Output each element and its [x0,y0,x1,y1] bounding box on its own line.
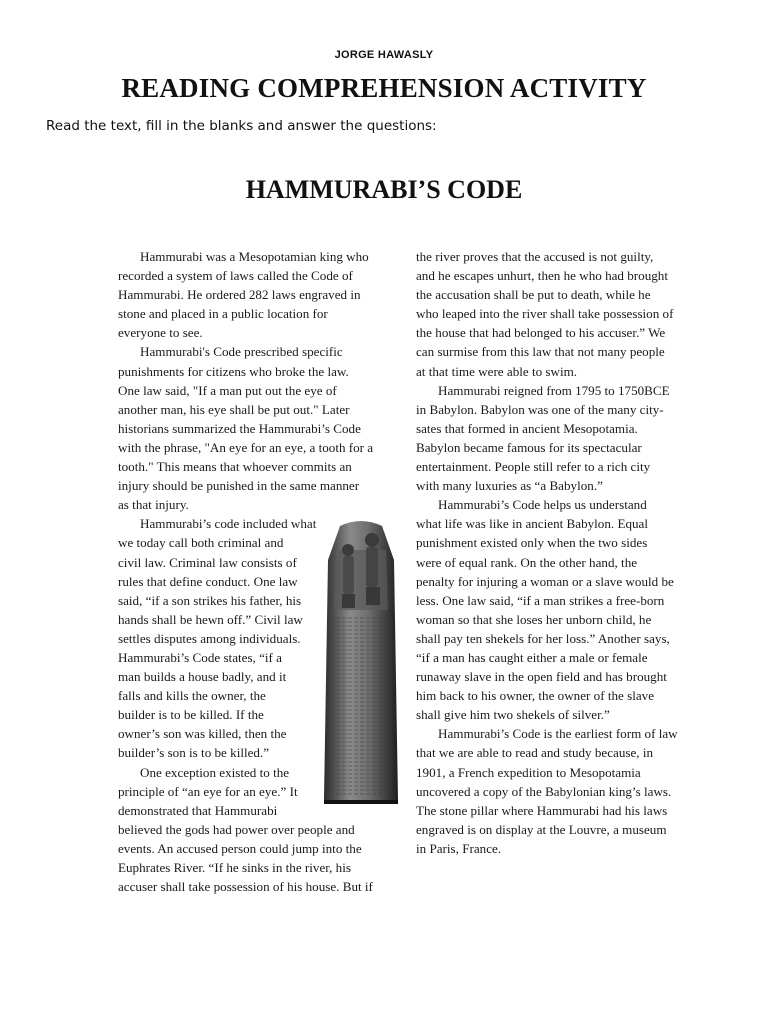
article-title: HAMMURABI’S CODE [245,175,523,204]
text-line: principle of “an eye for an eye.” It [118,783,298,799]
text-line: runaway slave in the open field and has brought [416,669,667,685]
text-line: in Paris, France. [416,840,502,856]
text-line: shall pay ten shekels for her loss.” Another says, [416,630,670,646]
text-line: The stone pillar where Hammurabi had his laws [416,802,668,818]
text-line: at that time were able to swim. [416,363,578,379]
text-line: woman so that she loses her unborn child, he [416,611,652,627]
text-line: the house that had belonged to his accuser.” We [416,325,666,341]
text-line: tooth." This means that whoever commits an [118,459,352,475]
text-line: settles disputes among individuals. [118,630,301,646]
text-line: that we are able to read and study because, in [416,745,654,761]
text-line: falls and kills the owner, the [118,688,266,704]
text-line: recorded a system of laws called the Code of [118,268,353,284]
text-line: One law said, "If a man put out the eye of [118,382,337,398]
text-line: stone and placed in a public location for [118,306,328,322]
text-line: we today call both criminal and [118,535,284,551]
text-line: Hammurabi’s code included what [140,516,317,532]
text-line: uncovered a copy of the Babylonian king’s laws. [416,783,672,799]
text-line: less. One law said, “if a man strikes a free-born [416,592,665,608]
text-line: punishments for citizens who broke the law. [118,363,349,379]
text-line: him back to his owner, the owner of the slave [416,688,655,704]
text-line: engraved is on display at the Louvre, a museum [416,821,667,837]
text-line: injury should be punished in the same manner [118,478,360,494]
text-line: shall give him two shekels of silver.” [416,707,610,723]
text-line: builder’s son is to be killed.” [118,745,270,761]
text-line: One exception existed to the [140,764,290,780]
text-line: Hammurabi was a Mesopotamian king who [140,249,369,264]
text-line: 1901, a French expedition to Mesopotamia [416,764,641,780]
text-line: Hammurabi’s Code states, “if a [118,649,282,665]
text-line: “if a man has caught either a male or female [416,649,648,665]
text-line: entertainment. People still refer to a rich city [416,459,651,475]
text-line: Hammurabi's Code prescribed specific [140,344,343,360]
right-column [416,247,688,858]
text-line: hands shall be hewn off.” Civil law [118,611,303,627]
text-line: Hammurabi. He ordered 282 laws engraved in [118,287,361,303]
author-name: JORGE HAWASLY [334,49,434,61]
text-line: with many luxuries as “a Babylon.” [416,478,603,494]
page-title: READING COMPREHENSION ACTIVITY [121,73,647,103]
text-line: another man, his eye shall be put out." Later [118,401,350,417]
text-line: and he escapes unhurt, then he who had brought [416,268,668,284]
text-line: said, “if a son strikes his father, his [118,592,302,608]
text-line: rules that define conduct. One law [118,573,298,589]
text-line: everyone to see. [118,325,203,341]
text-line: what life was like in ancient Babylon. Equal [416,516,648,532]
text-line: believed the gods had power over people and [118,821,355,837]
text-line: as that injury. [118,497,189,513]
text-line: Hammurabi reigned from 1795 to 1750BCE [438,382,670,398]
text-line: man builds a house badly, and it [118,669,287,685]
text-line: punishment existed only when the two sides [416,535,648,551]
text-line: civil law. Criminal law consists of [118,554,297,570]
text-line: Hammurabi’s Code is the earliest form of law [438,726,678,742]
text-line: penalty for injuring a woman or a slave would be [416,573,674,589]
instructions-text: Read the text, fill in the blanks and answer the questions: [46,118,437,134]
text-line: Hammurabi’s Code helps us understand [438,497,647,513]
text-line: who leaped into the river shall take possession of [416,306,674,322]
text-line: demonstrated that Hammurabi [118,802,278,818]
text-line: can surmise from this law that not many people [416,344,665,360]
text-line: sates that formed in ancient Mesopotamia. [416,420,638,436]
text-line: the accusation shall be put to death, while he [416,287,651,303]
text-line: accuser shall take possession of his house. But if [118,879,373,895]
text-line: were of equal rank. On the other hand, the [416,554,638,570]
text-line: Babylon became famous for its spectacular [416,439,642,455]
text-line: owner’s son was killed, then the [118,726,287,742]
text-line: the river proves that the accused is not guilty, [416,249,654,264]
text-line: builder is to be killed. If the [118,707,264,723]
text-line: in Babylon. Babylon was one of the many city- [416,401,664,417]
text-line: with the phrase, "An eye for an eye, a tooth for a [118,439,374,455]
text-line: historians summarized the Hammurabi’s Code [118,420,361,436]
text-line: Euphrates River. “If he sinks in the river, his [118,860,351,875]
stele-photo-icon [318,520,404,804]
text-line: events. An accused person could jump into the [118,840,362,856]
